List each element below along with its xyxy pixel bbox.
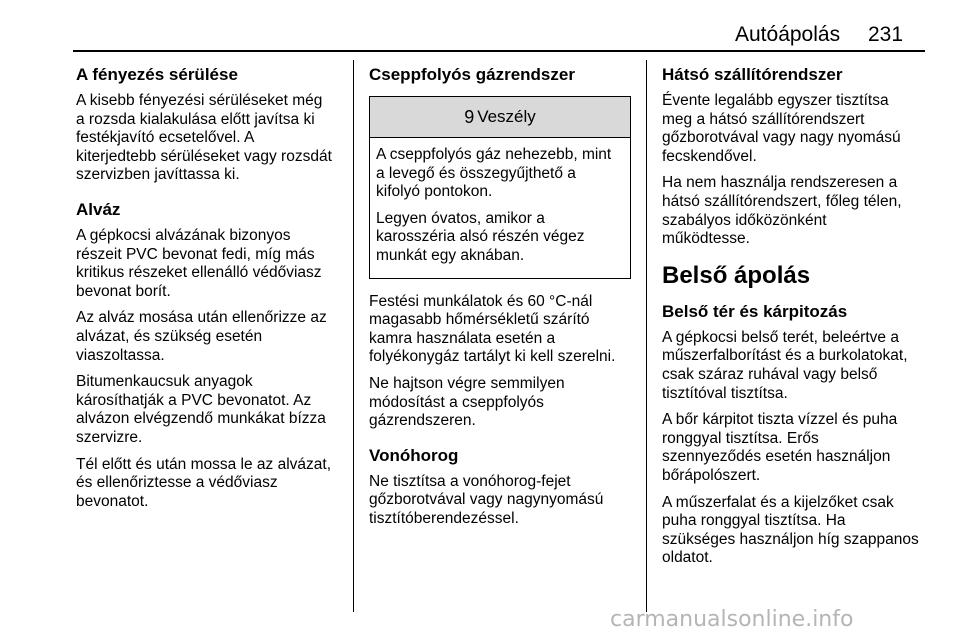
paragraph: Évente legalább egyszer tisztítsa meg a hátsó szállítórendszert gőzborotvával vagy nagy nyomású fecskendővel.	[662, 92, 901, 165]
column-1	[76, 64, 346, 519]
warning-body	[370, 138, 630, 278]
header-divider	[73, 50, 925, 52]
paragraph: Ha nem használja rendszeresen a hátsó szállítórendszert, főleg télen, szabályos időközönként működtesse.	[662, 174, 902, 248]
paragraph: Ne hajtson végre semmilyen módosítást a cseppfolyós gázrendszeren.	[369, 374, 565, 430]
paragraph: Bitumenkaucsuk anyagok károsíthatják a PVC bevonatot. Az alvázon elvégzendő munkákat bízza szervizre.	[76, 373, 326, 446]
section-heading-towbar: Vonóhorog	[369, 445, 459, 465]
column-3	[662, 64, 930, 576]
column-2	[369, 64, 631, 537]
running-header-title: Autóápolás	[735, 23, 841, 46]
warning-paragraph: A cseppfolyós gáz nehezebb, mint a levegő és összegyűjthető a kifolyó pontokon.	[376, 146, 612, 201]
paragraph: A kisebb fényezési sérüléseket még a rozsda kialakulása előtt javítsa ki festékjavító ecsetelővel. A kiterjedtebb sérüléseket vagy rozsdát szervizben javíttassa ki.	[76, 92, 332, 184]
section-heading-paint-damage: A fényezés sérülése	[76, 65, 238, 84]
paragraph: A gépkocsi belső terét, beleértve a műszerfalborítást és a burkolatokat, csak száraz ruhával vagy belső tisztítóval tisztítsa.	[662, 328, 908, 402]
paragraph: Festési munkálatok és 60 °C-nál magasabb hőmérsékletű szárító kamra használata esetén a folyékonygáz tartályt ki kell szerelni.	[369, 292, 616, 366]
warning-paragraph: Legyen óvatos, amikor a karosszéria alsó részén végez munkát egy aknában.	[376, 209, 585, 264]
chapter-heading-interior-care: Belső ápolás	[662, 261, 811, 289]
paragraph: Tél előtt és után mossa le az alvázat, és ellenőriztesse a védőviasz bevonatot.	[76, 455, 332, 510]
paragraph: A gépkocsi alvázának bizonyos részeit PVC bevonat fedi, míg más kritikus részeket ellenálló védőviasz bevonat borít.	[76, 226, 322, 300]
paragraph: A műszerfalat és a kijelzőket csak puha ronggyal tisztítsa. Ha szükséges használjon híg szappanos oldatot.	[662, 493, 919, 567]
section-heading-underbody: Alváz	[76, 199, 121, 219]
page-number: 231	[868, 23, 904, 46]
section-heading-lpg-system: Cseppfolyós gázrendszer	[369, 65, 575, 84]
watermark: carmanualsonline.info	[610, 607, 854, 632]
warning-triangle-icon: 9	[464, 106, 475, 127]
warning-label: Veszély	[477, 107, 536, 126]
warning-header	[370, 97, 630, 138]
paragraph: Az alváz mosása után ellenőrizze az alvázat, és szükség esetén viaszoltassa.	[76, 309, 327, 364]
column-divider-2	[646, 60, 647, 612]
paragraph: Ne tisztítsa a vonóhorog-fejet gőzborotvával vagy nagynyomású tisztítóberendezéssel.	[369, 472, 604, 527]
paragraph: A bőr kárpitot tiszta vízzel és puha ronggyal tisztítsa. Erős szennyeződés esetén használjon bőrápolószert.	[662, 411, 898, 484]
section-heading-interior-upholstery: Belső tér és kárpitozás	[662, 301, 848, 321]
danger-warning-box	[369, 96, 631, 279]
section-heading-rear-carrier: Hátsó szállítórendszer	[662, 65, 843, 84]
column-divider-1	[353, 60, 354, 612]
